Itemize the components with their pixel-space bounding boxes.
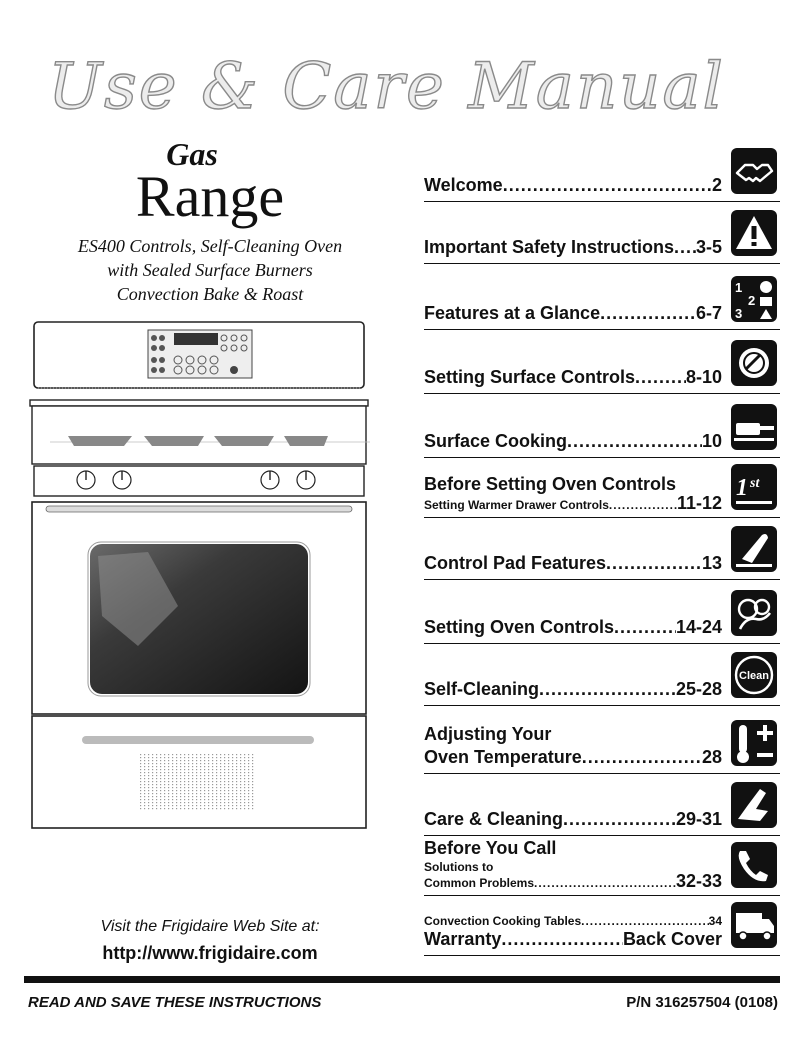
toc-leader (674, 236, 696, 258)
toc-leader (567, 430, 702, 452)
clean-icon-text: Clean (739, 670, 769, 682)
toc-page: 3-5 (695, 237, 722, 257)
manual-title: Use & Care Manual (48, 50, 725, 124)
truck-icon (730, 901, 778, 949)
toc-leader (563, 808, 676, 830)
toc-title-continued: Oven Temperature (424, 747, 582, 767)
toc-leader (600, 302, 696, 324)
toc-leader (503, 174, 712, 196)
toc-title: Surface Cooking (424, 431, 568, 451)
footer-rule (24, 976, 780, 983)
toc-entry-oven-controls[interactable] (424, 580, 780, 644)
toc-page: 34 (708, 914, 722, 928)
toc-entry-features[interactable] (424, 264, 780, 330)
toc-title: Control Pad Features (424, 553, 607, 573)
toc-page: 25-28 (675, 679, 722, 699)
toc-entry-control-pad[interactable] (424, 518, 780, 580)
product-description-line: with Sealed Surface Burners (107, 260, 313, 280)
toc-page: 32-33 (675, 874, 722, 890)
toc-leader (635, 366, 686, 388)
toc-page: Back Cover (622, 929, 722, 949)
hand-dial-icon (730, 589, 778, 637)
svg-text:2: 2 (748, 293, 756, 308)
toc-subtitle: Solutions to (424, 860, 494, 874)
toc-title: Care & Cleaning (424, 809, 564, 829)
toc-title: Before You Call (424, 838, 557, 858)
clean-icon (730, 651, 778, 699)
product-description-line: Convection Bake & Roast (116, 284, 304, 304)
product-description-line: ES400 Controls, Self-Cleaning Oven (77, 236, 343, 256)
toc-title: Convection Cooking Tables (424, 914, 582, 928)
toc-title: Warranty (424, 929, 502, 949)
steps-icon (730, 275, 778, 323)
toc-entry-self-cleaning[interactable] (424, 644, 780, 706)
toc-title: Features at a Glance (424, 303, 601, 323)
toc-title: Adjusting Your (424, 724, 552, 744)
toc-subtitle: Setting Warmer Drawer Controls (424, 498, 609, 512)
toc-leader (581, 914, 709, 928)
toc-title: Setting Oven Controls (424, 617, 615, 637)
product-type: Gas (166, 136, 218, 172)
svg-text:1: 1 (736, 475, 748, 501)
toc-page: 2 (711, 175, 722, 195)
toc-entry-care-cleaning[interactable] (424, 774, 780, 836)
toc-page: 10 (701, 431, 722, 451)
handshake-icon (730, 147, 778, 195)
knob-icon (730, 339, 778, 387)
toc-title: Before Setting Oven Controls (424, 474, 677, 494)
toc-page: 6-7 (695, 303, 722, 323)
toc-page: 14-24 (675, 617, 722, 637)
toc-entry-welcome[interactable] (424, 140, 780, 202)
website-url[interactable]: http://www.frigidaire.com (102, 943, 318, 963)
toc-leader (606, 552, 702, 574)
warning-icon (730, 209, 778, 257)
toc-entry-oven-temperature[interactable] (424, 706, 780, 774)
toc-entry-surface-cooking[interactable] (424, 394, 780, 458)
product-description (40, 234, 380, 306)
hand-wipe-icon (730, 781, 778, 829)
range-illustration (28, 316, 370, 832)
toc-entry-surface-controls[interactable] (424, 330, 780, 394)
toc-page: 29-31 (675, 809, 722, 829)
toc-page: 28 (701, 747, 722, 767)
toc-subtitle: Common Problems (424, 876, 535, 890)
toc-entry-warranty[interactable] (424, 896, 780, 956)
table-of-contents (424, 0, 780, 960)
website-info (40, 917, 380, 966)
toc-entry-before-you-call[interactable] (424, 836, 780, 896)
toc-title: Welcome (424, 175, 503, 195)
finger-press-icon (730, 525, 778, 573)
svg-text:st: st (750, 476, 760, 491)
toc-leader (609, 498, 677, 512)
toc-entry-before-oven-controls[interactable] (424, 458, 780, 518)
toc-page: 11-12 (676, 496, 722, 512)
toc-title: Setting Surface Controls (424, 367, 636, 387)
website-label: Visit the Frigidaire Web Site at: (100, 918, 320, 935)
toc-page: 13 (701, 553, 722, 573)
toc-leader (501, 928, 623, 950)
product-name: Range (135, 164, 285, 229)
thermometer-icon (730, 719, 778, 767)
toc-leader (534, 876, 676, 890)
toc-leader (614, 616, 676, 638)
toc-page: 8-10 (685, 367, 722, 387)
toc-leader (539, 678, 676, 700)
toc-title: Self-Cleaning (424, 679, 540, 699)
toc-title: Important Safety Instructions (424, 237, 675, 257)
pan-icon (730, 403, 778, 451)
footer-instructions: READ AND SAVE THESE INSTRUCTIONS (28, 994, 322, 1011)
first-icon (730, 463, 778, 511)
toc-leader (582, 746, 702, 768)
phone-icon (730, 841, 778, 889)
toc-entry-safety[interactable] (424, 202, 780, 264)
svg-text:3: 3 (735, 306, 743, 321)
part-number: P/N 316257504 (0108) (626, 994, 778, 1011)
svg-text:1: 1 (735, 280, 743, 295)
